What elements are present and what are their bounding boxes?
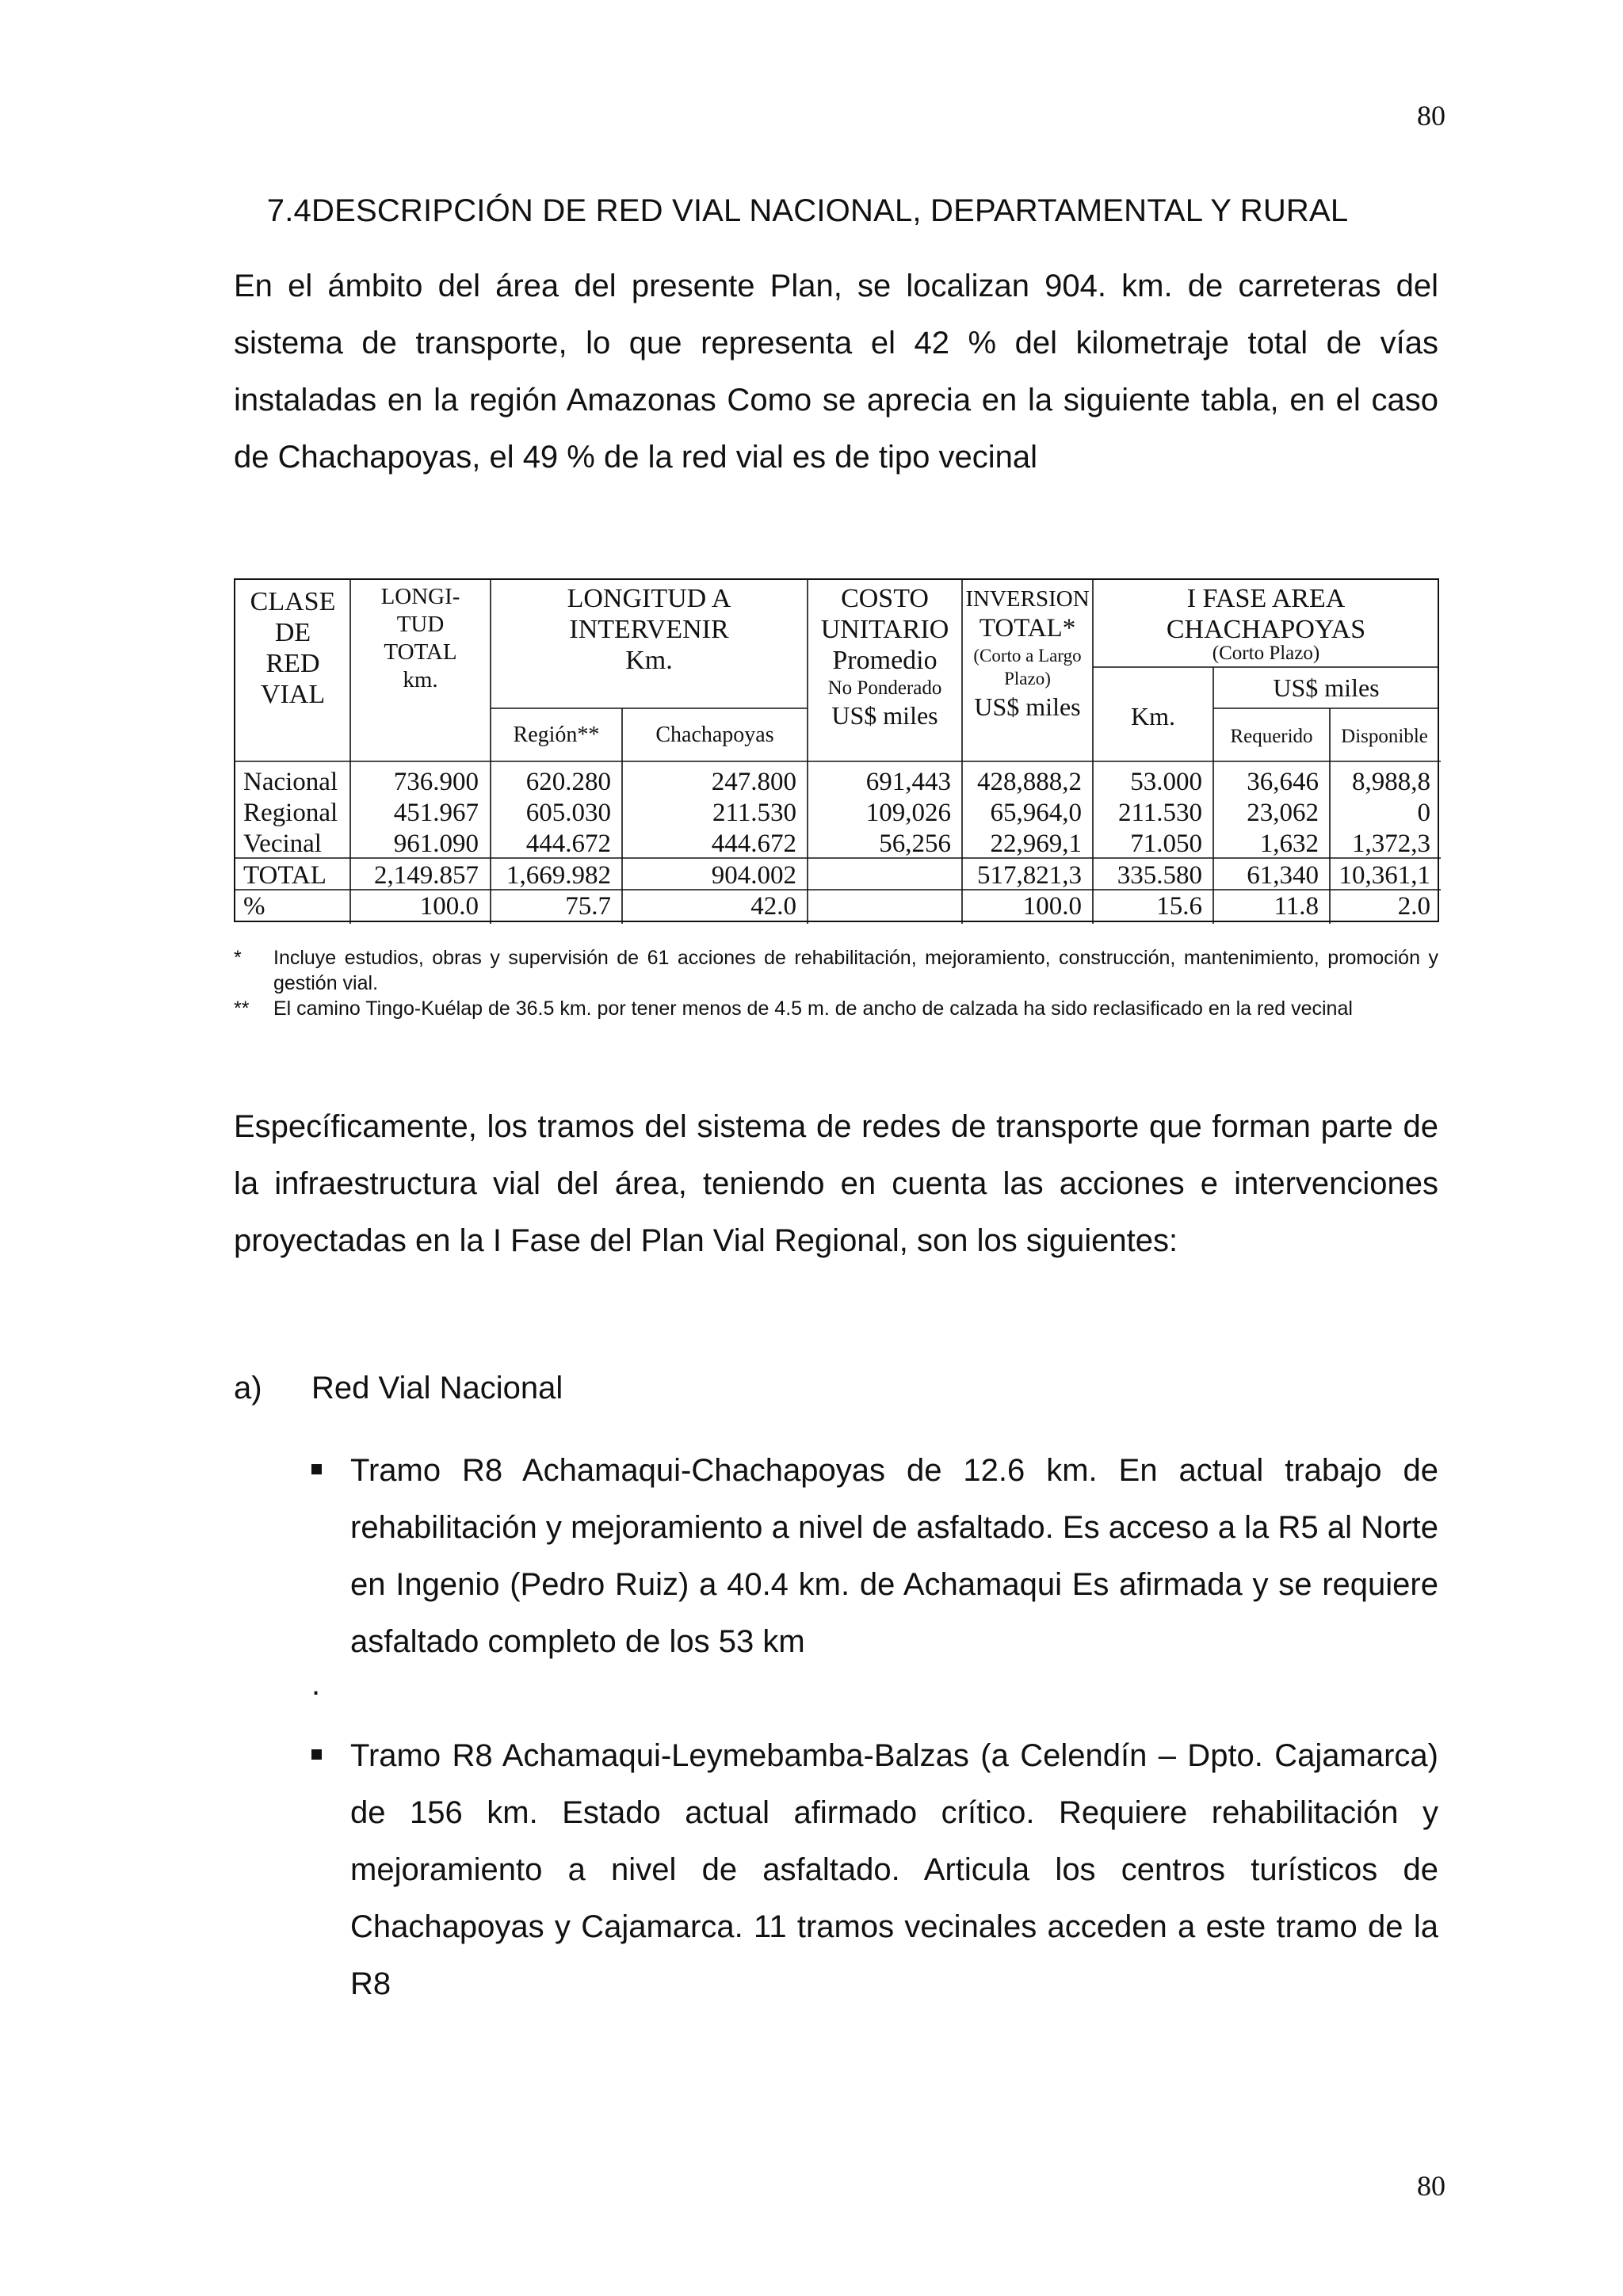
header-longitud-line: TOTAL	[384, 639, 457, 665]
header-region: Región**	[513, 723, 600, 747]
header-longitud-line: km.	[403, 667, 438, 692]
intro-paragraph: En el ámbito del área del presente Plan, se localizan 904. km. de carreteras del sistema de transporte, lo que representa el 42 % del kilometraje total de vías instaladas en la región Amazonas Como se aprecia en la siguiente tabla, en el caso de Chachapoyas, el 49 % de la red vial es de tipo vecinal	[234, 269, 1438, 475]
cell-km: 15.6	[1156, 892, 1202, 921]
bullet-text: Tramo R8 Achamaqui-Chachapoyas de 12.6 km. En actual trabajo de rehabilitación y mejoramiento a nivel de asfaltado. Es acceso a la R5 al Norte en Ingenio (Pedro Ruiz) a 40.4 km. de Achamaqui Es afirmada y se requiere asfaltado completo de los 53 km	[350, 1453, 1438, 1659]
page-number-top: 80	[1417, 100, 1445, 132]
cell-total: 961.090	[393, 830, 479, 858]
header-inversion-small	[962, 644, 1093, 690]
cell-total: 451.967	[393, 799, 479, 827]
cell-chachapoyas: 444.672	[711, 830, 796, 858]
cell-km: 335.580	[1117, 861, 1202, 890]
cell-disponible: 0	[1417, 799, 1430, 827]
header-inversion	[962, 585, 1093, 643]
section-number: 7.4	[266, 193, 311, 228]
cell-costo: 56,256	[879, 830, 951, 858]
header-costo-line: UNITARIO	[820, 615, 949, 644]
header-intervenir-line: LONGITUD A	[567, 584, 731, 613]
footnote-text: El camino Tingo-Kuélap de 36.5 km. por tener menos de 4.5 m. de ancho de calzada ha sido reclasificado en la red vecinal	[273, 997, 1353, 1020]
footnote-mark: *	[234, 947, 242, 969]
header-costo	[808, 583, 962, 676]
header-requerido: Requerido	[1230, 726, 1313, 747]
road-network-table	[234, 578, 1439, 922]
header-chachapoyas: Chachapoyas	[655, 723, 774, 747]
cell-inversion: 100.0	[1022, 892, 1082, 921]
bullet-text: Tramo R8 Achamaqui-Leymebamba-Balzas (a Celendín – Dpto. Cajamarca) de 156 km. Estado actual afirmado crítico. Requiere rehabilitación y mejoramiento a nivel de asfaltado. Articula los centros turísticos de Chachapoyas y Cajamarca. 11 tramos vecinales acceden a este tramo de la R8	[350, 1738, 1438, 2001]
cell-total: 2,149.857	[374, 861, 479, 890]
cell-inversion: 65,964,0	[990, 799, 1082, 827]
header-fase-small: (Corto Plazo)	[1212, 643, 1320, 664]
cell-inversion: 428,888,2	[977, 768, 1082, 796]
header-costo-line: Promedio	[832, 646, 938, 675]
cell-km: 71.050	[1130, 830, 1202, 858]
header-clase-line: DE	[274, 618, 311, 647]
footnote-text: Incluye estudios, obras y supervisión de 61 acciones de rehabilitación, mejoramiento, construcción, mantenimiento, promoción y gestión vial.	[273, 947, 1438, 994]
list-title: Red Vial Nacional	[311, 1371, 563, 1405]
row-label: %	[243, 892, 265, 921]
cell-km: 211.530	[1117, 799, 1202, 827]
header-longitud-line: TUD	[396, 612, 445, 637]
header-clase-line: CLASE	[250, 587, 336, 616]
cell-chachapoyas: 904.002	[711, 861, 796, 890]
header-fase	[1093, 583, 1439, 645]
cell-region: 75.7	[565, 892, 611, 921]
header-costo-line: COSTO	[841, 584, 929, 613]
bullet-item	[311, 1442, 1438, 1670]
page-number-bottom: 80	[1417, 2170, 1445, 2202]
header-longitud-total	[350, 583, 491, 694]
cell-km: 53.000	[1130, 768, 1202, 796]
square-bullet-icon	[311, 1464, 322, 1474]
square-bullet-icon	[311, 1749, 322, 1760]
header-fase-km: Km.	[1131, 702, 1175, 730]
list-heading-a	[234, 1371, 563, 1406]
header-fase-line: I FASE AREA	[1186, 584, 1346, 613]
header-disponible: Disponible	[1341, 726, 1428, 747]
cell-disponible: 10,361,1	[1338, 861, 1430, 890]
row-label: Regional	[243, 799, 338, 827]
cell-costo: 691,443	[865, 768, 951, 796]
cell-region: 605.030	[525, 799, 611, 827]
cell-chachapoyas: 42.0	[750, 892, 796, 921]
header-inversion-units: US$ miles	[974, 692, 1081, 721]
cell-disponible: 8,988,8	[1352, 768, 1430, 796]
stray-period: .	[311, 1667, 321, 1702]
header-clase-line: RED	[265, 649, 320, 678]
cell-chachapoyas: 247.800	[711, 768, 796, 796]
specific-paragraph: Específicamente, los tramos del sistema de redes de transporte que forman parte de la infraestructura vial del área, teniendo en cuenta las acciones e intervenciones proyectadas en la I Fase del Plan Vial Regional, son los siguientes:	[234, 1109, 1438, 1258]
header-inversion-small-line: Plazo)	[1004, 669, 1051, 688]
cell-region: 620.280	[525, 768, 611, 796]
header-fase-line: CHACHAPOYAS	[1166, 615, 1366, 644]
header-intervenir-line: Km.	[625, 646, 673, 675]
cell-inversion: 22,969,1	[990, 830, 1082, 858]
header-clase	[235, 586, 350, 710]
section-title: DESCRIPCIÓN DE RED VIAL NACIONAL, DEPARTAMENTAL Y RURAL	[311, 193, 1349, 228]
cell-requerido: 36,646	[1247, 768, 1319, 796]
header-longitud-line: LONGI-	[380, 584, 460, 609]
bullet-item	[311, 1727, 1438, 2012]
header-clase-line: VIAL	[260, 680, 326, 709]
header-costo-units: US$ miles	[831, 701, 938, 730]
cell-disponible: 1,372,3	[1352, 830, 1430, 858]
header-inversion-line: TOTAL*	[979, 614, 1076, 643]
cell-inversion: 517,821,3	[977, 861, 1082, 890]
row-label: TOTAL	[243, 861, 327, 890]
row-label: Nacional	[243, 768, 338, 796]
header-intervenir-line: INTERVENIR	[569, 615, 729, 644]
cell-region: 444.672	[525, 830, 611, 858]
cell-disponible: 2.0	[1397, 892, 1430, 921]
cell-costo: 109,026	[865, 799, 951, 827]
cell-requerido: 23,062	[1247, 799, 1319, 827]
cell-total: 736.900	[393, 768, 479, 796]
header-intervenir	[491, 583, 808, 676]
header-inversion-line: INVERSION	[965, 586, 1090, 612]
cell-requerido: 1,632	[1259, 830, 1319, 858]
cell-total: 100.0	[419, 892, 479, 921]
list-letter: a)	[234, 1371, 262, 1405]
header-fase-usd: US$ miles	[1273, 673, 1380, 702]
section-heading	[234, 193, 1348, 229]
footnote-mark: **	[234, 997, 250, 1020]
cell-region: 1,669.982	[506, 861, 611, 890]
cell-requerido: 61,340	[1247, 861, 1319, 890]
row-label: Vecinal	[243, 830, 322, 858]
header-inversion-small-line: (Corto a Largo	[973, 646, 1082, 666]
header-costo-small: No Ponderado	[827, 677, 942, 699]
cell-requerido: 11.8	[1274, 892, 1319, 921]
cell-chachapoyas: 211.530	[712, 799, 796, 827]
